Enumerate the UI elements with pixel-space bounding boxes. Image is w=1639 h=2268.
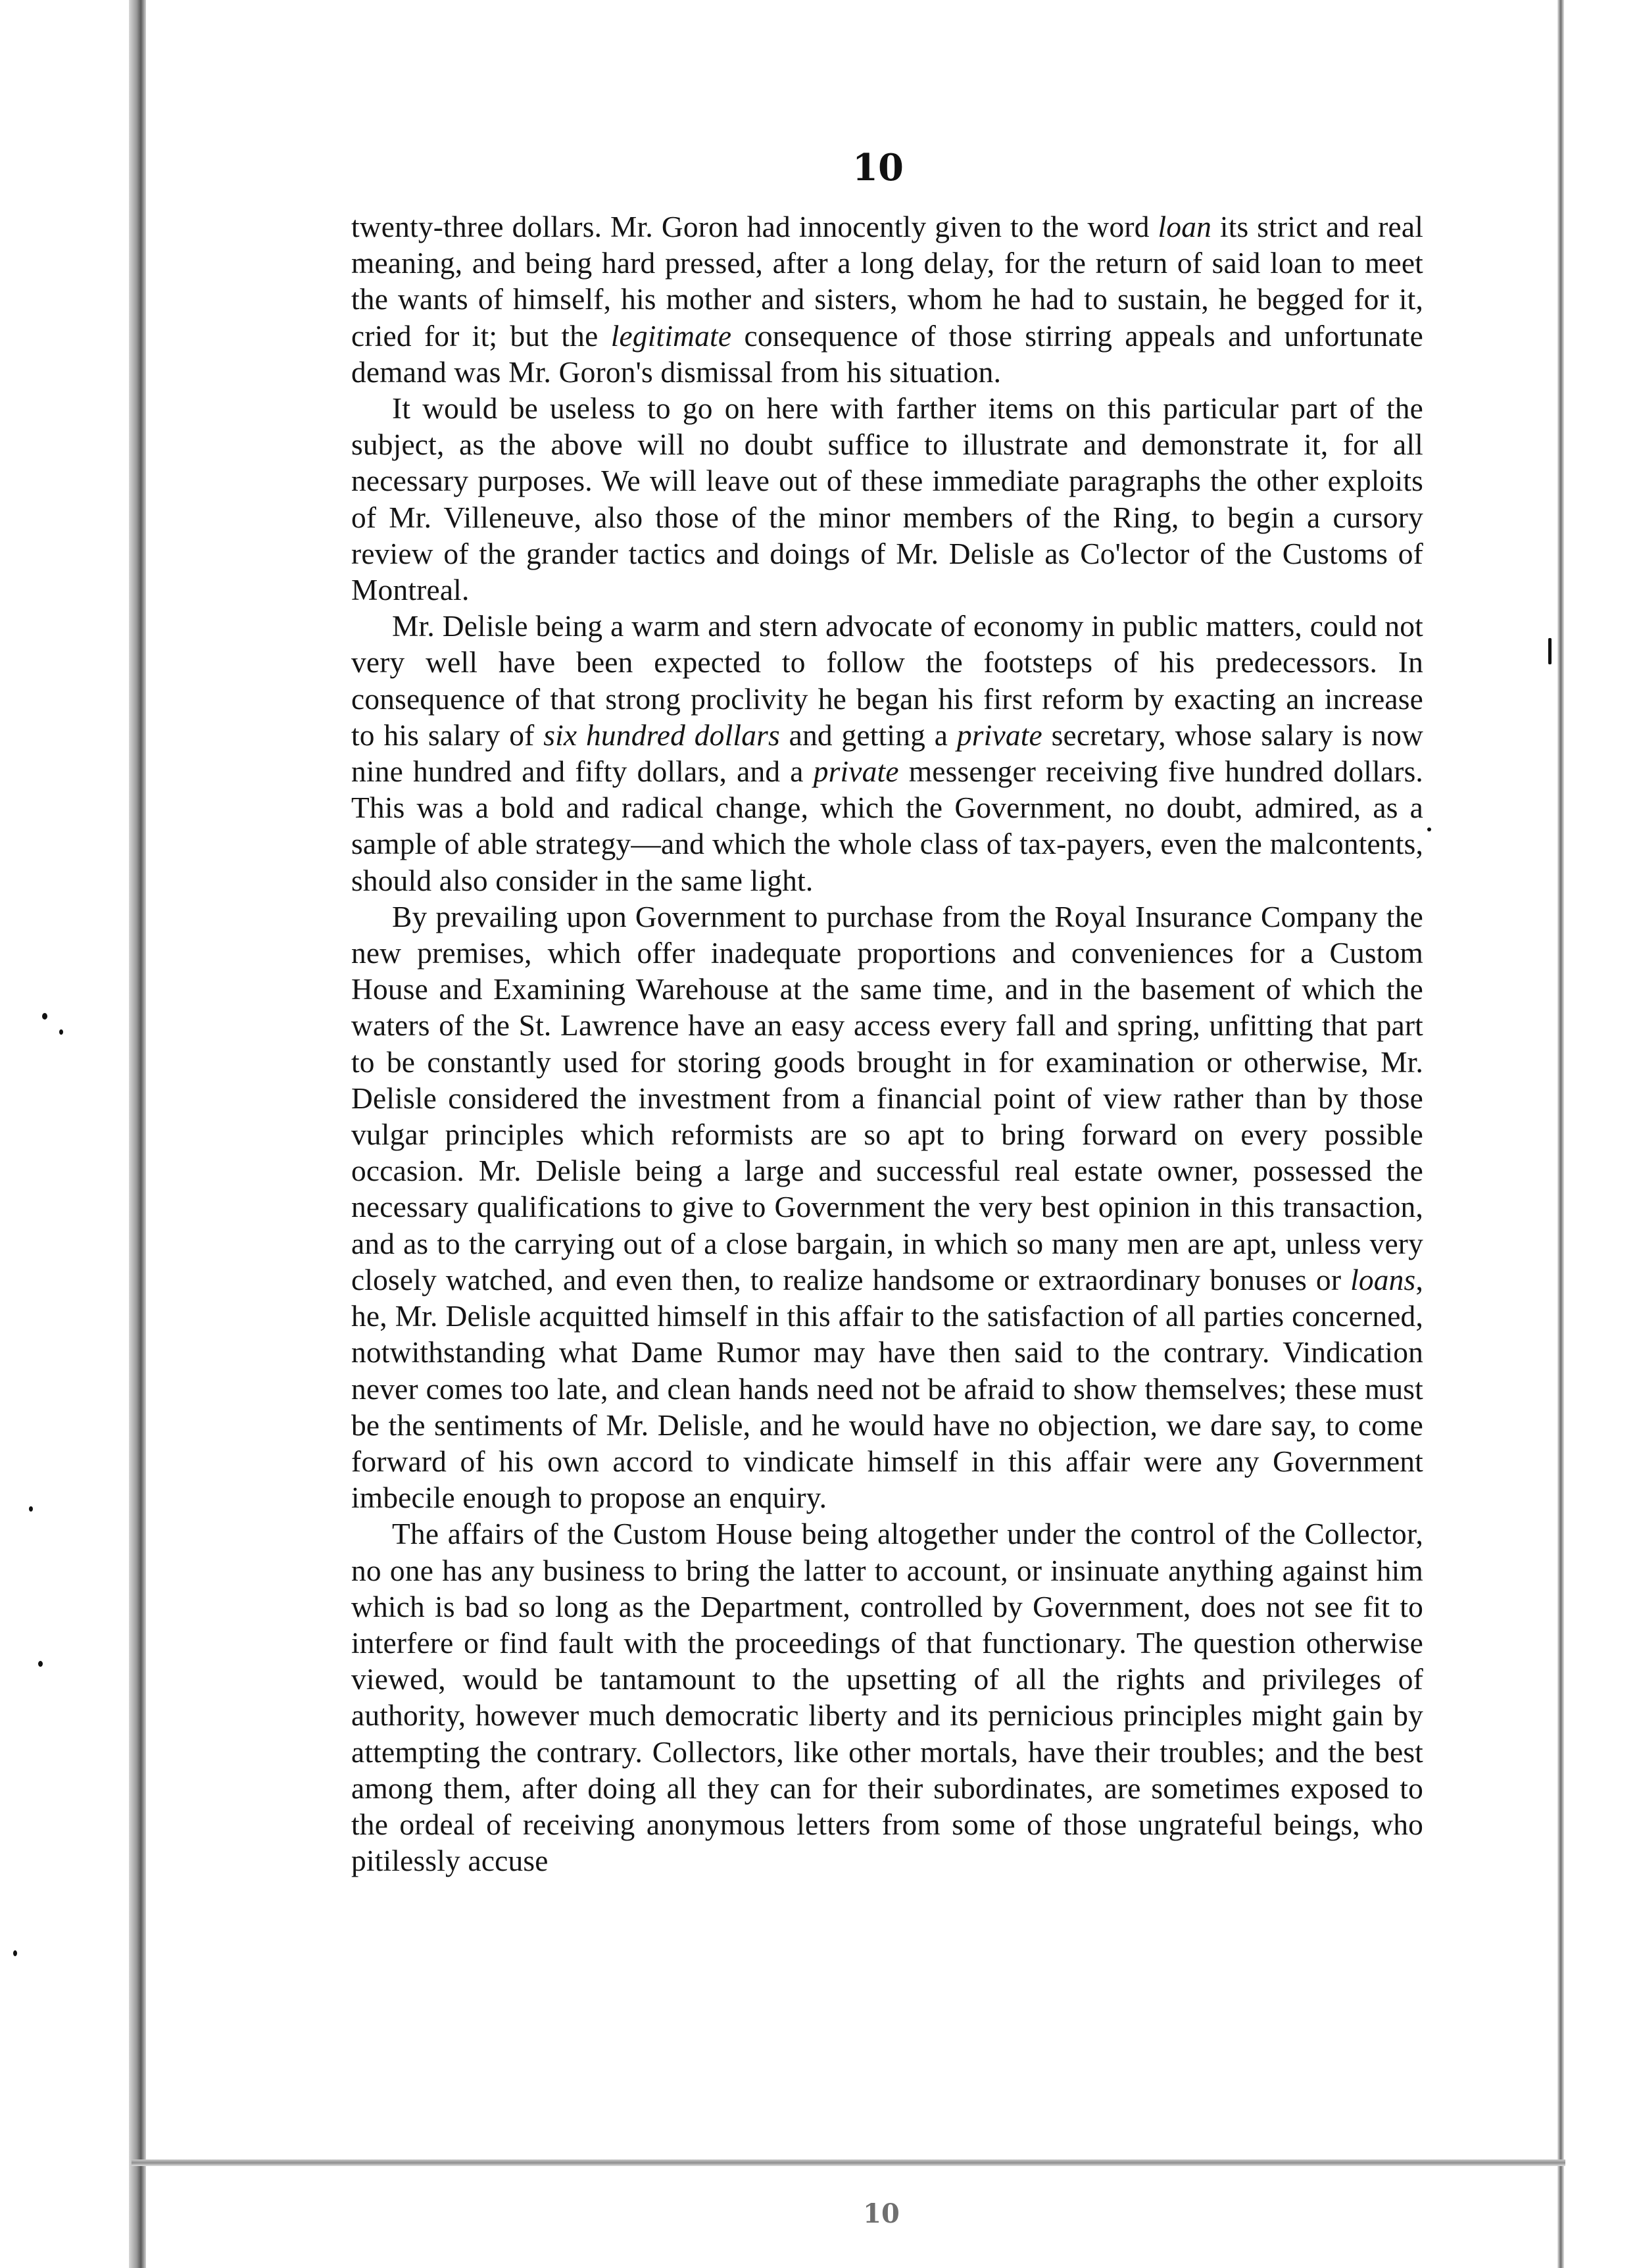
bottom-page-edge-shadow — [132, 2159, 1565, 2166]
text-run: consequence of those stirring appeals and unfortunate demand was Mr. Goron's dismissal from his situation. — [351, 319, 1423, 389]
text-run: By prevailing upon Government to purchase from the Royal Insurance Company the new premises, which offer inadequate proportions and conveniences for a Custom House and Examining Warehouse at the same time, and in the basement of which the waters of the St. Lawrence have an easy access every fall and spring, unfitting that part to be constantly used for storing goods brought in for examination or otherwise, Mr. Delisle considered the investment from a financial point of view rather than by those vulgar principles which reformists are so apt to bring forward on every possible occasion. Mr. Delisle being a large and successful real estate owner, possessed the necessary qualifications to give to Government the very best opinion in this transaction, and as to the carrying out of a close bargain, in which so many men are apt, unless very closely watched, and even then, to realize handsome or extraordinary bonuses or — [351, 900, 1423, 1296]
paragraph — [351, 209, 1423, 391]
body-text — [351, 209, 1423, 1879]
scan-speck — [42, 1013, 47, 1020]
scan-speck — [59, 1029, 63, 1035]
text-run: secretary, whose salary is now nine hundred and fifty dollars, and a — [351, 718, 1423, 789]
paragraph — [351, 391, 1423, 608]
binding-gutter-shadow — [129, 0, 146, 2268]
right-page-edge-shadow — [1557, 0, 1564, 2268]
footer-page-mark: 10 — [863, 2198, 900, 2229]
italic-text: legitimate — [610, 319, 732, 353]
paragraph — [351, 608, 1423, 899]
italic-text: loan — [1158, 210, 1212, 243]
paragraph — [351, 899, 1423, 1516]
text-run: its strict and real meaning, and being hard pressed, after a long delay, for the return of said loan to meet the wants of himself, his mother and sisters, whom he had to sustain, he begged for it, cried for it; but the — [351, 210, 1424, 353]
scan-speck — [29, 1506, 33, 1512]
facing-page-edge — [0, 0, 139, 2268]
text-run: twenty-three dollars. Mr. Goron had innocently given to the word — [351, 210, 1158, 243]
italic-text: loans — [1350, 1263, 1416, 1296]
text-run: messenger receiving five hundred dollars. This was a bold and radical change, which the Government, no doubt, admired, as a sample of able strategy—and which the whole class of tax-payers, even the malcontents, should also consider in the same light. — [351, 755, 1423, 897]
text-run: Mr. Delisle being a warm and stern advocate of economy in public matters, could not very well have been expected to follow the footsteps of his predecessors. In consequence of that strong proclivity he began his first reform by exacting an increase to his salary of — [351, 610, 1423, 752]
text-run: , he, Mr. Delisle acquitted himself in this affair to the satisfaction of all parties concerned, notwithstanding what Dame Rumor may have then said to the contrary. Vindication never comes too late, and clean hands need not be afraid to show themselves; these must be the sentiments of Mr. Delisle, and he would have no objection, we dare say, to come forward of his own accord to vindicate himself in this affair were any Government imbecile enough to propose an enquiry. — [351, 1263, 1423, 1515]
paragraph — [351, 1516, 1423, 1879]
page-number: 10 — [852, 146, 904, 189]
text-run: It would be useless to go on here with farther items on this particular part of the subject, as the above will no doubt suffice to illustrate and demonstrate it, for all necessary purposes. We will leave out of these immediate paragraphs the other exploits of Mr. Villeneuve, also those of the minor members of the Ring, to begin a cursory review of the grander tactics and doings of Mr. Delisle as Co'lector of the Customs of Montreal. — [351, 392, 1423, 607]
italic-text: private — [956, 718, 1042, 752]
scan-speck — [38, 1661, 43, 1667]
scan-speck — [1427, 827, 1431, 831]
italic-text: six hundred dollars — [543, 718, 780, 752]
italic-text: private — [813, 755, 899, 789]
text-run: and getting a — [779, 718, 957, 752]
text-run: The affairs of the Custom House being altogether under the control of the Collector, no one has any business to bring the latter to account, or insinuate anything against him which is bad so long as the Department, controlled by Government, does not see fit to interfere or find fault with the proceedings of that functionary. The question otherwise viewed, would be tantamount to the upsetting of all the rights and privileges of authority, however much democratic liberty and its pernicious principles might gain by attempting the contrary. Collectors, like other mortals, have their troubles; and the best among them, after doing all they can for their subordinates, are sometimes exposed to the ordeal of receiving anonymous letters from some of those ungrateful beings, who pitilessly accuse — [351, 1517, 1423, 1878]
scan-speck — [13, 1950, 17, 1956]
scan-speck — [1548, 638, 1552, 664]
